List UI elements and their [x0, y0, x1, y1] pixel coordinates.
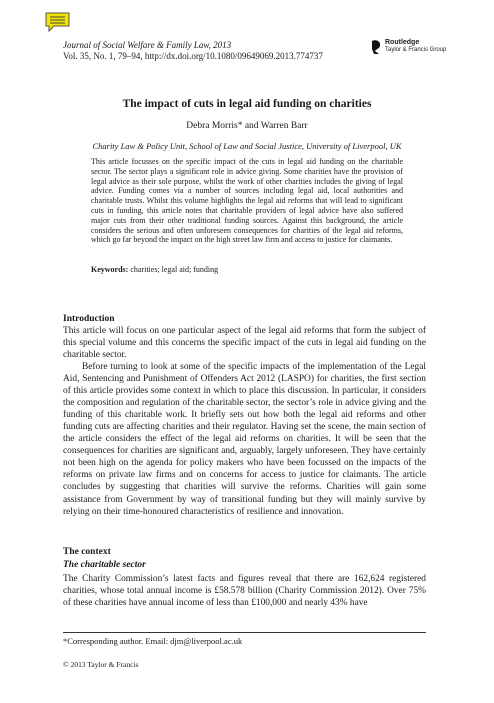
citation-line[interactable]: Vol. 35, No. 1, 79–94, http://dx.doi.org/10.1080/09649069.2013.774737	[63, 51, 323, 61]
article-title: The impact of cuts in legal aid funding on charities	[122, 98, 372, 110]
copyright: © 2013 Taylor & Francis	[63, 660, 139, 669]
paragraph: Before turning to look at some of the specific impacts of the implementation of the Legal Aid, Sentencing and Punishment of Offenders Act 2012 (LASPO) for charities, the first section of this article provides some context in which to place this discussion. In particular, it considers the composition and regulation of the charitable sector, the sector’s role in advice giving and the funding of this charitable work. It briefly sets out how both the legal aid reforms and other funding cuts are affecting charities and their regulator. Having set the scene, the main section of the article considers the effect of the legal aid reforms on charities. It will be seen that the consequences for charities are significant and, arguably, largely unforeseen. They have certainly not been high on the agenda for policy makers who have been focussed on the impacts of the reforms on private law firms and on concerns for access to justice for claimants. The article concludes by suggesting that charities will survive the reforms. Charities will gain some assistance from Government by way of transitional funding but they will mainly survive by relying on their time-honoured characteristics of resilience and innovation.	[63, 362, 426, 517]
paragraph: This article will focus on one particular aspect of the legal aid reforms that form the subject of this special volume and this concerns the specific impact of the cuts in legal aid funding on the charitable sector.	[63, 326, 426, 361]
routledge-logo-icon	[370, 39, 384, 55]
footnote-divider	[63, 632, 426, 633]
keywords-list: charities; legal aid; funding	[130, 265, 219, 274]
article-authors: Debra Morris* and Warren Barr	[186, 121, 308, 131]
subsection-heading-charitable-sector: The charitable sector	[63, 560, 146, 570]
keywords	[91, 265, 403, 274]
abstract: This article focusses on the specific impact of the cuts in legal aid funding on the charitable sector. The sector plays a significant role in advice giving. Some charities have the provision of legal advice as their sole purpose, whilst the work of other charities includes the giving of legal advice. Funding comes via a number of sources including legal aid, local authorities and charitable trusts. Whilst this volume highlights the legal aid reforms that will lead to significant cuts in funding, this article notes that charitable providers of legal advice have also suffered major cuts from their other traditional funding sources. Against this background, the article considers the serious and often unforeseen consequences for charities of the legal aid reforms, which go far beyond the impact on the high street law firm and access to justice for claimants.	[91, 157, 403, 245]
paragraph: The Charity Commission’s latest facts and figures reveal that there are 162,624 registered charities, whose total annual income is £58.578 billion (Charity Commission 2012). Over 75% of these charities have annual income of less than £100,000 and nearly 43% have	[63, 574, 426, 609]
publisher-name: Routledge	[385, 39, 420, 46]
keywords-label: Keywords:	[91, 265, 129, 274]
footnote: *Corresponding author. Email: djm@liverpool.ac.uk	[63, 636, 243, 646]
section-heading-introduction: Introduction	[63, 314, 115, 324]
publisher-logo	[385, 39, 446, 54]
note-icon[interactable]	[44, 12, 71, 33]
section-heading-context: The context	[63, 547, 111, 557]
journal-name: Journal of Social Welfare & Family Law, 2013	[63, 40, 232, 50]
author-affiliation: Charity Law & Policy Unit, School of Law and Social Justice, University of Liverpool, UK	[92, 141, 402, 151]
publisher-group: Taylor & Francis Group	[385, 46, 447, 53]
